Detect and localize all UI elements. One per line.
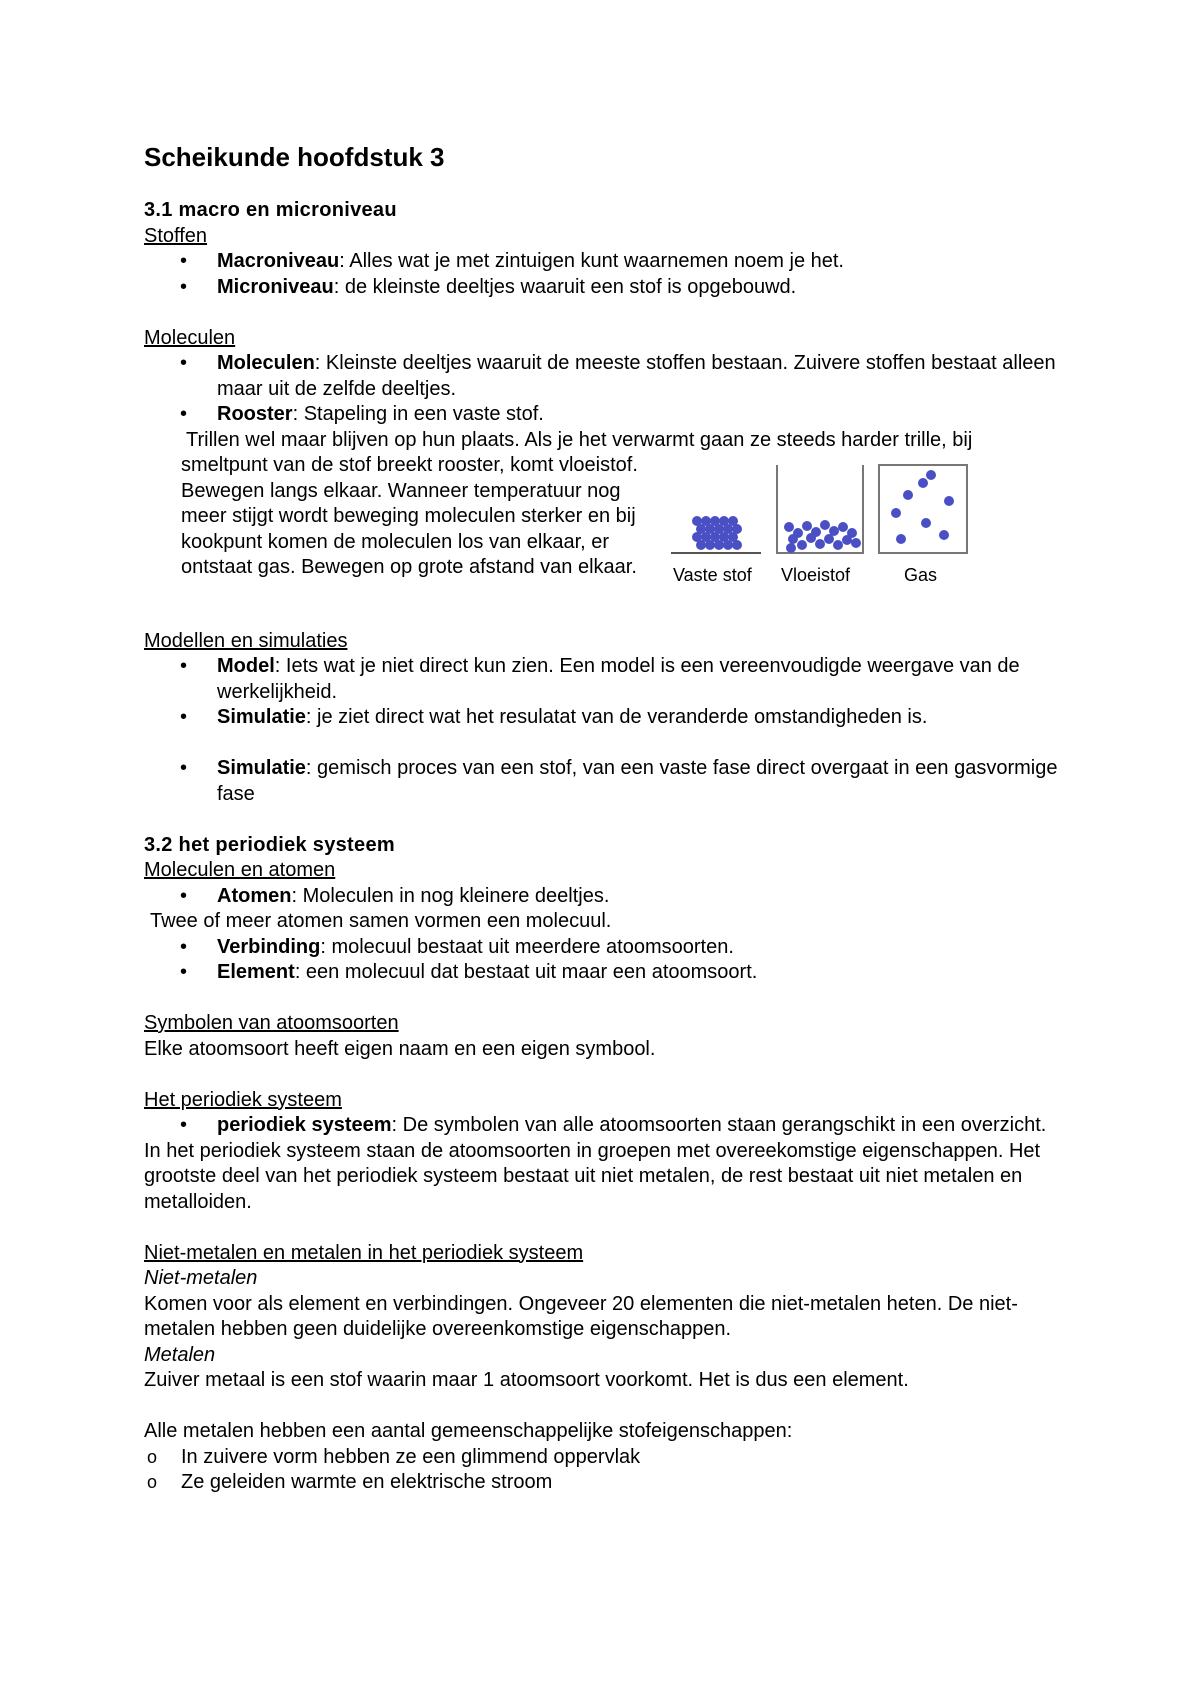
list-item: • Verbinding: molecuul bestaat uit meerdere atoomsoorten. [144, 935, 1084, 961]
modellen-list-2 [144, 756, 1084, 807]
list-item: o In zuivere vorm hebben ze een glimmend oppervlak [144, 1445, 1084, 1471]
subheading-symbolen: Symbolen van atoomsoorten [144, 1012, 399, 1034]
solid-molecule [696, 540, 706, 550]
list-item: • Microniveau: de kleinste deeltjes waaruit een stof is opgebouwd. [144, 275, 1084, 301]
subheading-niet-metalen: Niet-metalen [144, 1267, 258, 1289]
liquid-molecule [797, 540, 807, 550]
metal-properties-list [144, 1445, 1084, 1496]
gas-molecule [891, 508, 901, 518]
figure-label-solid: Vaste stof [673, 565, 752, 585]
ps-list [144, 1113, 1084, 1139]
liquid-molecule [842, 535, 852, 545]
gas-molecule [926, 470, 936, 480]
solid-molecule [714, 540, 724, 550]
list-item: • Simulatie: gemisch proces van een stof, van een vaste fase direct overgaat in een gasvormige fase [144, 756, 1084, 807]
verbinding-list [144, 935, 1084, 986]
subheading-stoffen: Stoffen [144, 224, 208, 247]
liquid-molecule [824, 534, 834, 544]
section-heading-3-1: 3.1 macro en microniveau [144, 199, 397, 221]
gas-molecule [921, 518, 931, 528]
list-item: • Simulatie: je ziet direct wat het resulatat van de veranderde omstandigheden is. [144, 705, 1084, 731]
list-item: • Element: een molecuul dat bestaat uit maar een atoomsoort. [144, 960, 1084, 986]
list-item: • Model: Iets wat je niet direct kun zien. Een model is een vereenvoudigde weergave van de werkelijkheid. [144, 654, 1084, 705]
solid-molecule [732, 540, 742, 550]
atomen-list [144, 884, 1084, 910]
paragraph-ps: In het periodiek systeem staan de atoomsoorten in groepen met overeekomstige eigenschappen. Het grootste deel van het periodiek systeem bestaat uit niet metalen, de rest bestaat uit niet metalen en metalloiden. [144, 1139, 1041, 1213]
phase-row [144, 453, 1084, 603]
paragraph-trillen: Trillen wel maar blijven op hun plaats. Als je het verwarmt gaan ze steeds harder trille, bij [186, 428, 973, 451]
list-item: • Macroniveau: Alles wat je met zintuigen kunt waarnemen noem je het. [144, 249, 1084, 275]
liquid-molecule [784, 522, 794, 532]
subheading-modellen: Modellen en simulaties [144, 629, 348, 652]
solid-molecule [705, 540, 715, 550]
subheading-periodiek-systeem: Het periodiek systeem [144, 1088, 342, 1111]
liquid-molecule [815, 539, 825, 549]
liquid-molecule [833, 540, 843, 550]
gas-molecule [896, 534, 906, 544]
subheading-moleculen: Moleculen [144, 326, 236, 349]
liquid-molecule [788, 534, 798, 544]
liquid-molecule [820, 520, 830, 530]
page-title: Scheikunde hoofdstuk 3 [144, 142, 445, 172]
subheading-moleculen-atomen: Moleculen en atomen [144, 859, 336, 881]
figure-label-liquid: Vloeistof [781, 565, 851, 585]
gas-molecule [918, 478, 928, 488]
gas-molecule [903, 490, 913, 500]
paragraph-twee-atomen: Twee of meer atomen samen vormen een molecuul. [150, 910, 612, 932]
subheading-metalen: Metalen [144, 1343, 216, 1366]
modellen-list [144, 654, 1084, 731]
moleculen-list [144, 351, 1084, 428]
liquid-molecule [851, 538, 861, 548]
gas-molecule [939, 530, 949, 540]
solid-molecule [723, 540, 733, 550]
paragraph-niet-metalen: Komen voor als element en verbindingen. Ongeveer 20 elementen die niet-metalen heten. De niet-metalen hebben geen duidelijke overeenkomstige eigenschappen. [144, 1292, 1018, 1340]
subheading-niet-metalen-metalen: Niet-metalen en metalen in het periodiek systeem [144, 1241, 584, 1264]
document-page [144, 140, 1084, 1496]
liquid-molecule [838, 522, 848, 532]
list-item: • periodiek systeem: De symbolen van alle atoomsoorten staan gerangschikt in een overzicht. [144, 1113, 1084, 1139]
list-item: o Ze geleiden warmte en elektrische stroom [144, 1470, 1084, 1496]
list-item: • Atomen: Moleculen in nog kleinere deeltjes. [144, 884, 1084, 910]
list-item: • Rooster: Stapeling in een vaste stof. [144, 402, 1084, 428]
section-heading-3-2: 3.2 het periodiek systeem [144, 833, 395, 856]
paragraph-phases: smeltpunt van de stof breekt rooster, komt vloeistof. Bewegen langs elkaar. Wanneer temperatuur nog meer stijgt wordt beweging moleculen sterker en bij kookpunt komen de moleculen los van elkaar, er ontstaat gas. Bewegen op grote afstand van elkaar. [181, 454, 638, 578]
stoffen-list [144, 249, 1084, 300]
list-item: • Moleculen: Kleinste deeltjes waaruit de meeste stoffen bestaan. Zuivere stoffen bestaat alleen maar uit de zelfde deeltjes. [144, 351, 1084, 402]
liquid-molecule [786, 543, 796, 553]
paragraph-alle-metalen: Alle metalen hebben een aantal gemeenschappelijke stofeigenschappen: [144, 1420, 793, 1442]
paragraph-metalen: Zuiver metaal is een stof waarin maar 1 atoomsoort voorkomt. Het is dus een element. [144, 1369, 909, 1391]
figure-label-gas: Gas [904, 565, 938, 585]
gas-molecule [944, 496, 954, 506]
liquid-molecule [806, 533, 816, 543]
liquid-molecule [802, 521, 812, 531]
paragraph-symbolen: Elke atoomsoort heeft eigen naam en een eigen symbool. [144, 1037, 656, 1060]
phases-figure [671, 453, 1001, 603]
